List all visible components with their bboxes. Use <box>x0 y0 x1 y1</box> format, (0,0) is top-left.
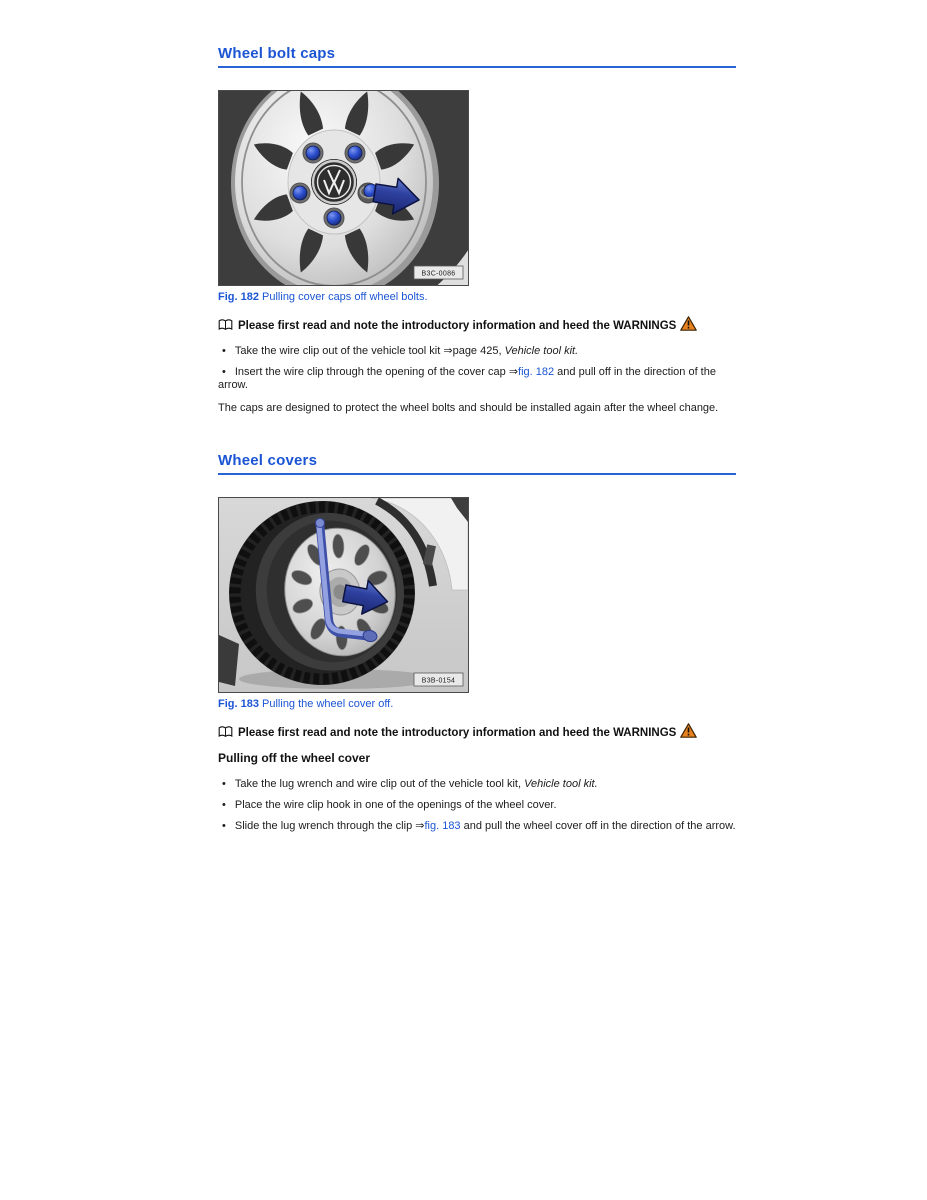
open-book-icon <box>218 726 233 738</box>
warning-triangle-icon <box>680 723 697 738</box>
section-heading: Wheel covers <box>218 452 736 475</box>
page-content <box>218 45 736 833</box>
figure-number: Fig. 182 <box>218 291 259 303</box>
list-item: • Place the wire clip hook in one of the openings of the wheel cover. <box>222 799 557 811</box>
list-item: • Slide the lug wrench through the clip ⇒fig. 183 and pull the wheel cover off in the direction of the arrow. <box>222 820 736 832</box>
read-note-text: Please first read and note the introductory information and heed the WARNINGS <box>238 727 677 739</box>
figure-reference-link[interactable]: fig. 182 <box>518 366 555 378</box>
figure-number: Fig. 183 <box>218 698 259 710</box>
subsection-heading: Pulling off the wheel cover <box>218 751 371 765</box>
wheel-bolt-caps-illustration <box>219 91 468 285</box>
read-note <box>218 316 736 332</box>
warning-triangle-icon <box>680 316 697 331</box>
vw-emblem <box>311 159 357 205</box>
figure-182-image <box>218 90 469 286</box>
section-wheel-bolt-caps <box>218 45 736 415</box>
section-heading: Wheel bolt caps <box>218 45 736 68</box>
wheel-cover-illustration <box>219 498 468 692</box>
svg-text:B3C-0086: B3C-0086 <box>421 270 456 278</box>
bullet-marker: • <box>222 778 226 790</box>
image-code-label <box>414 266 463 279</box>
list-item: • Take the lug wrench and wire clip out of the vehicle tool kit, Vehicle tool kit. <box>222 778 598 790</box>
instruction-list <box>218 345 736 392</box>
bullet-marker: • <box>222 366 226 378</box>
reference-arrow: ⇒ <box>443 345 453 357</box>
figure-caption-text: Pulling cover caps off wheel bolts. <box>262 291 428 303</box>
section-wheel-covers <box>218 452 736 833</box>
bullet-marker: • <box>222 345 226 357</box>
reference-arrow: ⇒ <box>415 820 425 832</box>
instruction-list <box>218 778 736 833</box>
open-book-icon <box>218 319 233 331</box>
figure-182 <box>218 90 736 303</box>
figure-caption <box>218 291 736 303</box>
read-note <box>218 723 736 739</box>
list-item: • Insert the wire clip through the opening of the cover cap ⇒fig. 182 and pull off in the direction of the arrow. <box>218 366 716 391</box>
figure-183 <box>218 497 736 710</box>
figure-183-image <box>218 497 469 693</box>
reference-arrow: ⇒ <box>508 366 519 378</box>
read-note-text: Please first read and note the introductory information and heed the WARNINGS <box>238 320 677 332</box>
figure-reference-link[interactable]: fig. 183 <box>424 820 461 832</box>
bullet-marker: • <box>222 820 226 832</box>
list-item: • Take the wire clip out of the vehicle tool kit ⇒page 425, Vehicle tool kit. <box>222 345 579 357</box>
bullet-marker: • <box>222 799 226 811</box>
svg-text:B3B-0154: B3B-0154 <box>421 677 456 685</box>
image-code-label <box>414 673 463 686</box>
figure-caption-text: Pulling the wheel cover off. <box>262 698 394 710</box>
figure-caption <box>218 698 736 710</box>
body-paragraph: The caps are designed to protect the wheel bolts and should be installed again after the wheel change. <box>218 402 719 414</box>
